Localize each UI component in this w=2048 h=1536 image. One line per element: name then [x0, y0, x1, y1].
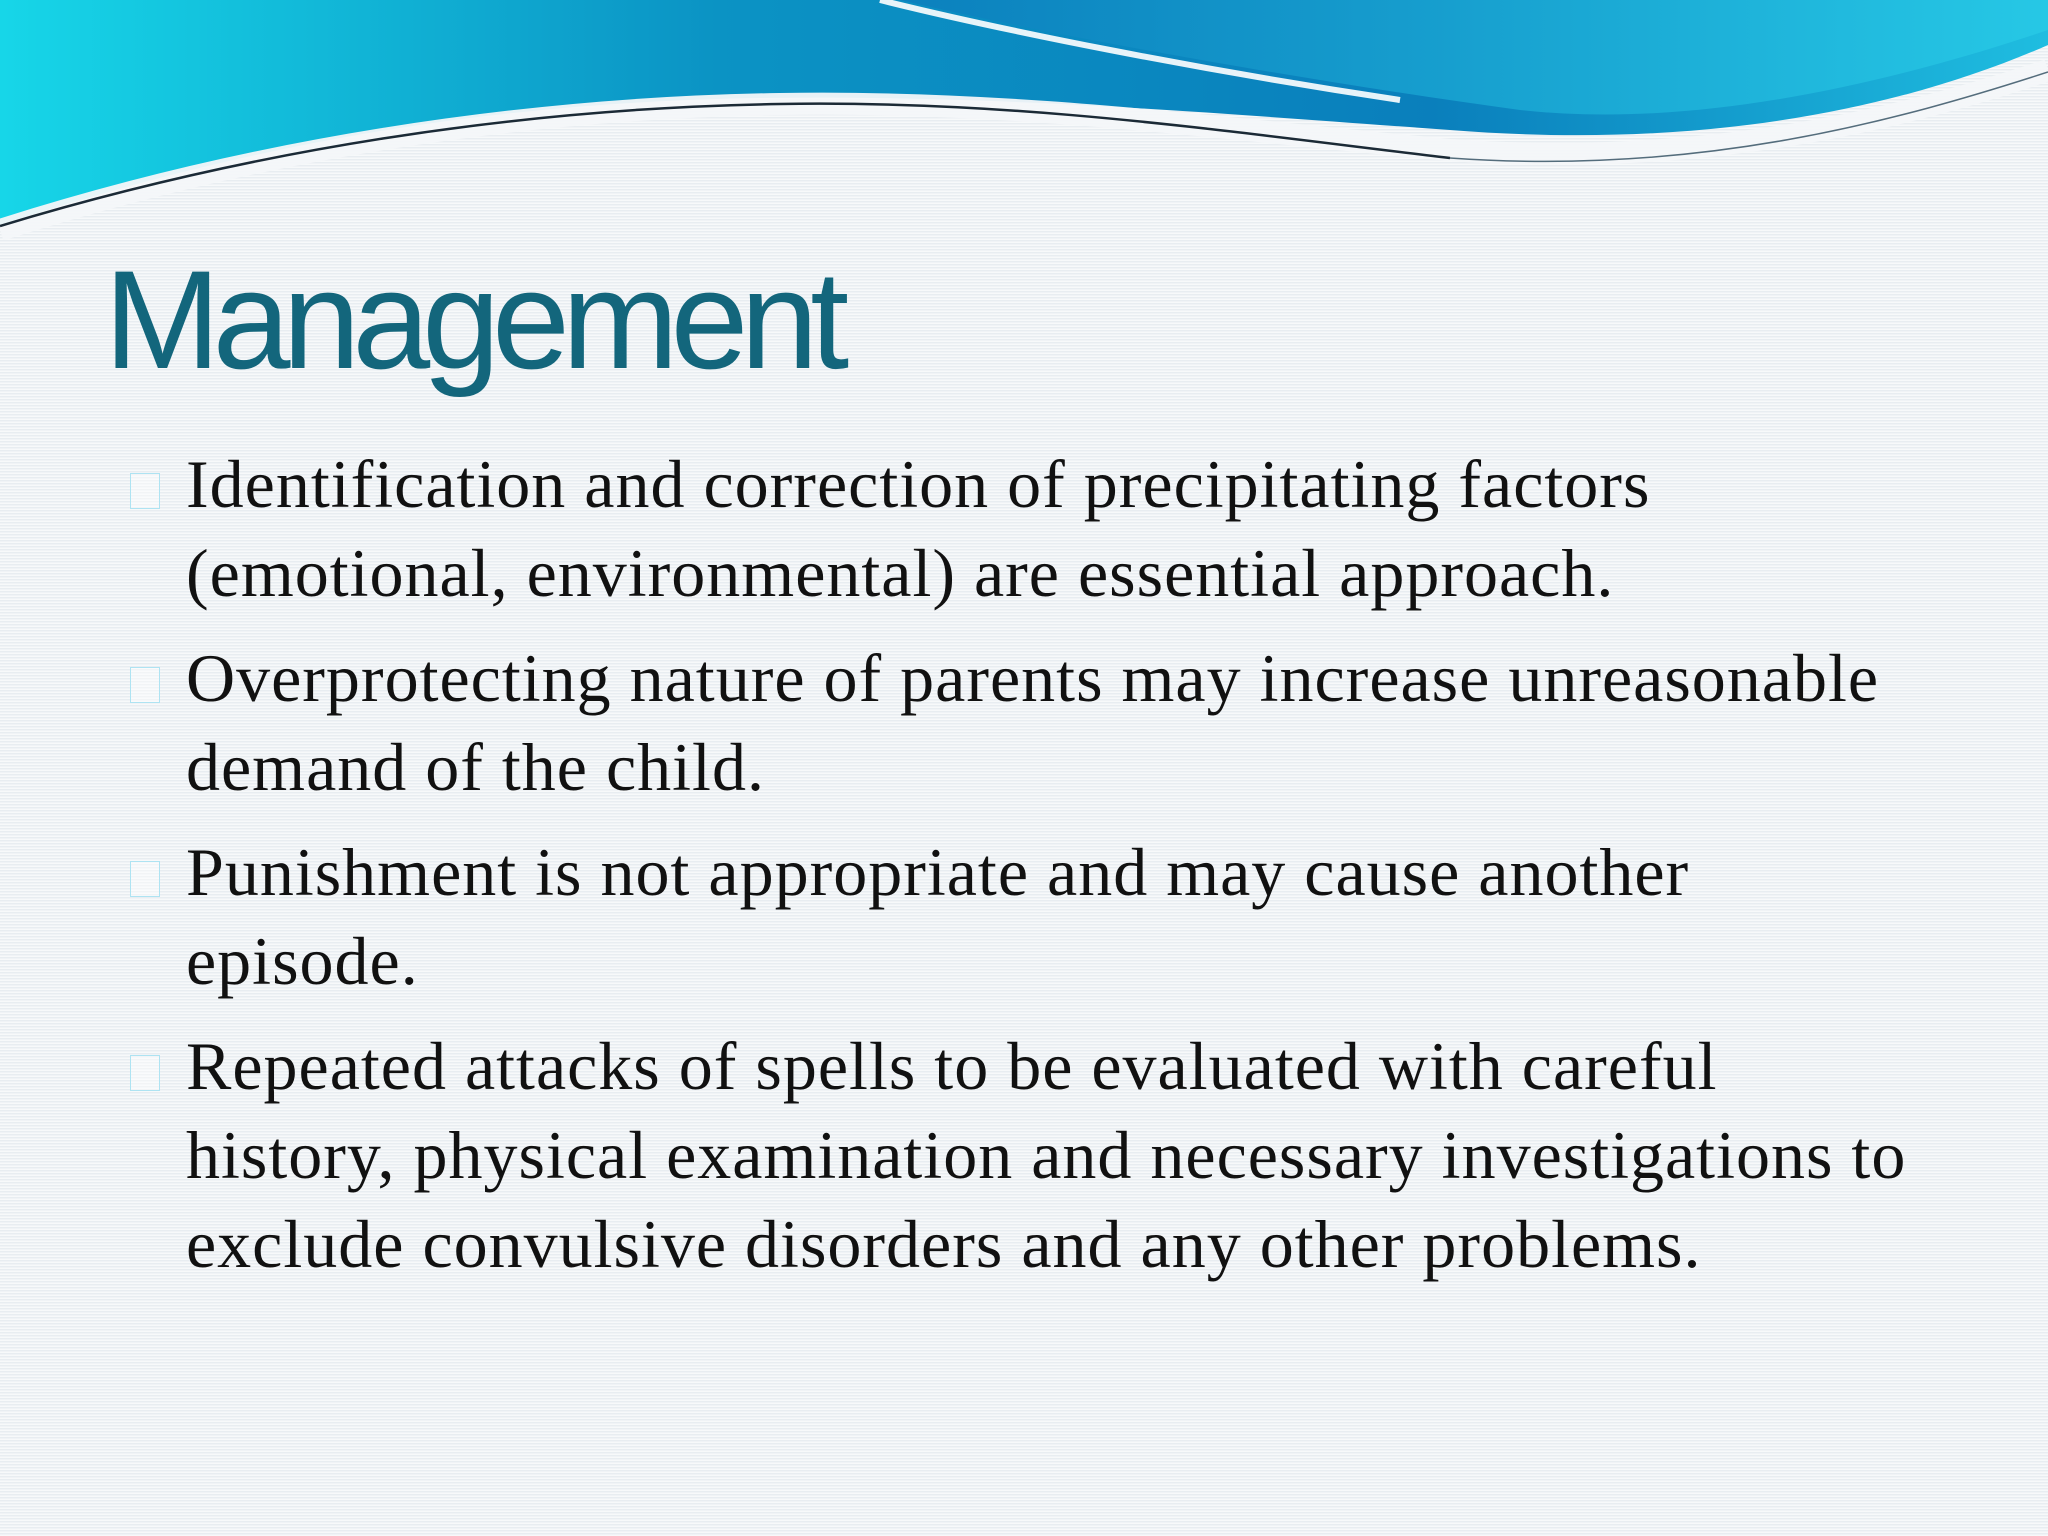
square-bullet-icon: [130, 473, 160, 509]
bullet-text: Punishment is not appropriate and may cause another episode.: [186, 834, 1690, 999]
square-bullet-icon: [130, 861, 160, 897]
bullet-text: Repeated attacks of spells to be evaluated with careful history, physical examination and necessary investigations to exclude convulsive disorders and any other problems.: [186, 1028, 1907, 1282]
bullet-text: Identification and correction of precipitating factors (emotional, environmental) are essential approach.: [186, 446, 1651, 611]
bullet-item: [130, 1022, 1930, 1289]
square-bullet-icon: [130, 667, 160, 703]
header-wave-decoration: [0, 0, 2048, 240]
bullet-item: [130, 440, 1930, 618]
square-bullet-icon: [130, 1055, 160, 1091]
slide-title: Management: [104, 241, 842, 398]
bullet-list: [130, 440, 1930, 1305]
bullet-text: Overprotecting nature of parents may increase unreasonable demand of the child.: [186, 640, 1880, 805]
bullet-item: [130, 634, 1930, 812]
bullet-item: [130, 828, 1930, 1006]
